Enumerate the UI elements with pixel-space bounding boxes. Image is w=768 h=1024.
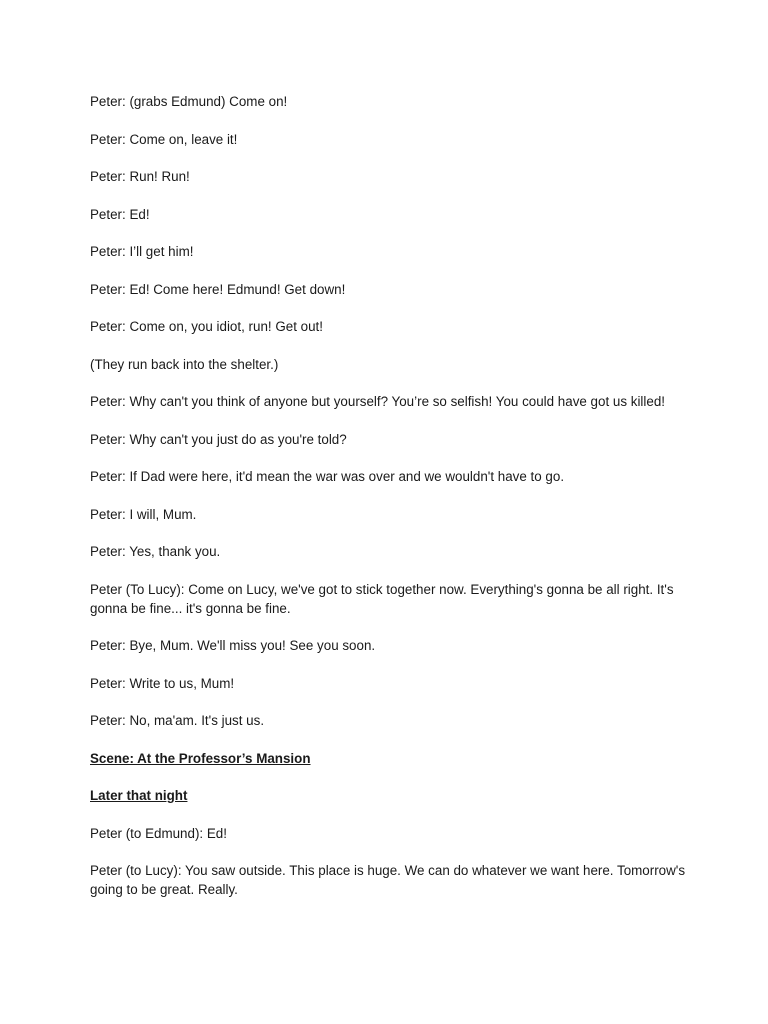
dialogue-line: Peter: Come on, leave it! [90, 131, 238, 147]
script-page [90, 92, 690, 918]
dialogue-line: Peter: I’ll get him! [90, 244, 194, 259]
dialogue-line: Peter: Yes, thank you. [90, 544, 221, 559]
dialogue-line: Peter: Ed! Come here! Edmund! Get down! [90, 281, 346, 297]
dialogue-line: Peter (to Lucy): You saw outside. This place is huge. We can do whatever we want here. Tomorrow's going to be great. Really. [90, 863, 686, 897]
dialogue-line: Peter: Ed! [90, 206, 150, 222]
scene-heading: Scene: At the Professor’s Mansion [90, 750, 311, 766]
dialogue-line: Peter: I will, Mum. [90, 506, 197, 522]
dialogue-line: Peter: Bye, Mum. We'll miss you! See you soon. [90, 638, 376, 653]
dialogue-line: Peter: Write to us, Mum! [90, 675, 235, 691]
dialogue-line: Peter: (grabs Edmund) Come on! [90, 94, 288, 109]
dialogue-line: Peter (To Lucy): Come on Lucy, we've got to stick together now. Everything's gonna be all right. It's gonna be fine... it's gonna be fine. [90, 581, 674, 616]
dialogue-line: Peter (to Edmund): Ed! [90, 825, 227, 841]
stage-direction: (They run back into the shelter.) [90, 356, 279, 372]
dialogue-line: Peter: Why can't you just do as you're told? [90, 431, 347, 447]
time-heading: Later that night [90, 788, 188, 803]
dialogue-line: Peter: No, ma'am. It's just us. [90, 713, 265, 728]
dialogue-line: Peter: Come on, you idiot, run! Get out! [90, 319, 323, 334]
dialogue-line: Peter: Why can't you think of anyone but yourself? You’re so selfish! You could have got us killed! [90, 394, 665, 409]
dialogue-line: Peter: If Dad were here, it'd mean the war was over and we wouldn't have to go. [90, 469, 565, 484]
dialogue-line: Peter: Run! Run! [90, 169, 190, 184]
